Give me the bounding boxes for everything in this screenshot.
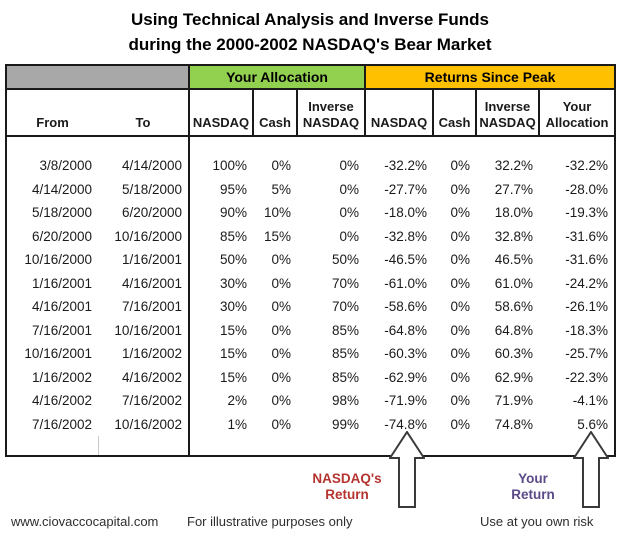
cell-ret_cash: 0% bbox=[450, 369, 471, 385]
table-row bbox=[6, 389, 615, 413]
cell-to: 10/16/2002 bbox=[98, 413, 189, 437]
cell-ret_your: -4.1% bbox=[572, 393, 609, 409]
cell-ret_your: -31.6% bbox=[565, 252, 609, 268]
group-header-dates bbox=[6, 65, 189, 89]
table-row bbox=[6, 248, 615, 272]
cell-ret_your: -19.3% bbox=[565, 205, 609, 221]
your-return-arrow-icon bbox=[573, 431, 609, 508]
column-header-ret-inverse-nasdaq: Inverse NASDAQ bbox=[476, 89, 539, 136]
cell-ret_inverse: 74.8% bbox=[494, 416, 534, 432]
cell-ret_inverse: 18.0% bbox=[494, 205, 534, 221]
cell-from: 4/14/2000 bbox=[31, 181, 92, 197]
cell-alloc_inverse: 70% bbox=[331, 299, 360, 315]
cell-ret_inverse: 32.2% bbox=[494, 158, 534, 174]
cell-alloc_inverse: 0% bbox=[339, 158, 360, 174]
spacer-row-top bbox=[6, 136, 615, 154]
group-header-returns-since-peak: Returns Since Peak bbox=[365, 65, 615, 89]
allocation-returns-table bbox=[5, 64, 616, 457]
cell-from: 3/8/2000 bbox=[39, 158, 92, 174]
cell-ret_cash: 0% bbox=[450, 181, 471, 197]
cell-ret_cash: 0% bbox=[450, 299, 471, 315]
cell-alloc_nasdaq: 15% bbox=[219, 369, 247, 385]
cell-ret_cash: 0% bbox=[450, 393, 471, 409]
cell-to: 7/16/2002 bbox=[98, 389, 189, 413]
cell-from: 4/16/2002 bbox=[31, 393, 92, 409]
cell-ret_cash: 0% bbox=[450, 158, 471, 174]
cell-ret_nasdaq: -61.0% bbox=[384, 275, 428, 291]
column-header-ret-nasdaq: NASDAQ bbox=[365, 89, 433, 136]
cell-ret_your: -26.1% bbox=[565, 299, 609, 315]
cell-alloc_nasdaq: 30% bbox=[219, 299, 247, 315]
cell-from: 6/20/2000 bbox=[31, 228, 92, 244]
cell-alloc_inverse: 85% bbox=[331, 346, 360, 362]
column-header-ret-cash: Cash bbox=[433, 89, 476, 136]
column-header-to: To bbox=[135, 115, 151, 130]
table-row bbox=[6, 178, 615, 202]
cell-ret_inverse: 60.3% bbox=[494, 346, 534, 362]
cell-alloc_nasdaq: 85% bbox=[219, 228, 247, 244]
table-row bbox=[6, 366, 615, 390]
cell-alloc_cash: 5% bbox=[271, 181, 291, 197]
cell-ret_cash: 0% bbox=[450, 416, 471, 432]
cell-to: 1/16/2002 bbox=[98, 342, 189, 366]
column-header-from-to bbox=[6, 89, 189, 136]
title-line-2: during the 2000-2002 NASDAQ's Bear Market bbox=[128, 35, 492, 54]
cell-alloc_nasdaq: 2% bbox=[227, 393, 247, 409]
cell-to: 5/18/2000 bbox=[98, 178, 189, 202]
cell-from: 7/16/2001 bbox=[31, 322, 92, 338]
cell-ret_nasdaq: -74.8% bbox=[384, 416, 428, 432]
cell-alloc_cash: 0% bbox=[271, 275, 291, 291]
cell-ret_nasdaq: -71.9% bbox=[384, 393, 428, 409]
cell-from: 4/16/2001 bbox=[31, 299, 92, 315]
cell-to: 4/16/2001 bbox=[98, 272, 189, 296]
cell-ret_your: 5.6% bbox=[577, 416, 609, 432]
cell-alloc_cash: 0% bbox=[271, 369, 291, 385]
cell-to: 6/20/2000 bbox=[98, 201, 189, 225]
cell-ret_cash: 0% bbox=[450, 346, 471, 362]
group-header-row bbox=[6, 65, 615, 89]
your-return-callout: Your Return bbox=[511, 471, 555, 502]
table-row bbox=[6, 342, 615, 366]
cell-alloc_inverse: 99% bbox=[331, 416, 360, 432]
table-row bbox=[6, 201, 615, 225]
cell-ret_inverse: 61.0% bbox=[494, 275, 534, 291]
cell-alloc_nasdaq: 15% bbox=[219, 346, 247, 362]
cell-alloc_cash: 0% bbox=[271, 346, 291, 362]
cell-ret_nasdaq: -64.8% bbox=[384, 322, 428, 338]
website-caption: www.ciovaccocapital.com bbox=[11, 514, 159, 529]
column-header-from: From bbox=[36, 115, 69, 130]
column-header-alloc-inverse-nasdaq: Inverse NASDAQ bbox=[297, 89, 365, 136]
chart-title bbox=[0, 7, 620, 57]
cell-to: 7/16/2001 bbox=[98, 295, 189, 319]
cell-from: 1/16/2001 bbox=[31, 275, 92, 291]
cell-alloc_inverse: 0% bbox=[339, 205, 360, 221]
cell-alloc_inverse: 85% bbox=[331, 322, 360, 338]
cell-to: 4/14/2000 bbox=[98, 154, 189, 178]
cell-alloc_inverse: 70% bbox=[331, 275, 360, 291]
cell-ret_nasdaq: -18.0% bbox=[384, 205, 428, 221]
cell-alloc_cash: 10% bbox=[263, 205, 291, 221]
cell-alloc_inverse: 98% bbox=[331, 393, 360, 409]
column-header-your-allocation: Your Allocation bbox=[539, 89, 615, 136]
cell-ret_inverse: 27.7% bbox=[494, 181, 534, 197]
cell-ret_cash: 0% bbox=[450, 322, 471, 338]
cell-to: 1/16/2001 bbox=[98, 248, 189, 272]
cell-alloc_cash: 0% bbox=[271, 393, 291, 409]
cell-ret_nasdaq: -32.2% bbox=[384, 158, 428, 174]
table-row bbox=[6, 154, 615, 178]
cell-from: 5/18/2000 bbox=[31, 205, 92, 221]
cell-ret_your: -31.6% bbox=[565, 228, 609, 244]
cell-ret_inverse: 62.9% bbox=[494, 369, 534, 385]
cell-ret_nasdaq: -60.3% bbox=[384, 346, 428, 362]
cell-ret_cash: 0% bbox=[450, 205, 471, 221]
disclaimer-caption: For illustrative purposes only bbox=[187, 514, 353, 529]
cell-from: 1/16/2002 bbox=[31, 369, 92, 385]
cell-alloc_nasdaq: 50% bbox=[219, 252, 247, 268]
cell-to: 10/16/2001 bbox=[98, 319, 189, 343]
cell-ret_your: -18.3% bbox=[565, 322, 609, 338]
cell-ret_nasdaq: -46.5% bbox=[384, 252, 428, 268]
table-row bbox=[6, 272, 615, 296]
cell-alloc_nasdaq: 30% bbox=[219, 275, 247, 291]
cell-alloc_cash: 0% bbox=[271, 158, 291, 174]
cell-alloc_cash: 0% bbox=[271, 299, 291, 315]
cell-ret_inverse: 58.6% bbox=[494, 299, 534, 315]
cell-alloc_inverse: 0% bbox=[339, 181, 360, 197]
cell-ret_inverse: 64.8% bbox=[494, 322, 534, 338]
column-header-row bbox=[6, 89, 615, 136]
table-row bbox=[6, 295, 615, 319]
cell-ret_inverse: 32.8% bbox=[494, 228, 534, 244]
cell-alloc_inverse: 50% bbox=[331, 252, 360, 268]
cell-alloc_nasdaq: 1% bbox=[227, 416, 247, 432]
cell-alloc_nasdaq: 15% bbox=[219, 322, 247, 338]
cell-ret_cash: 0% bbox=[450, 275, 471, 291]
cell-ret_nasdaq: -62.9% bbox=[384, 369, 428, 385]
cell-ret_inverse: 71.9% bbox=[494, 393, 534, 409]
nasdaq-return-arrow-icon bbox=[389, 431, 425, 508]
title-line-1: Using Technical Analysis and Inverse Funds bbox=[130, 10, 490, 29]
cell-from: 10/16/2000 bbox=[24, 252, 92, 268]
cell-alloc_cash: 0% bbox=[271, 416, 291, 432]
cell-alloc_cash: 0% bbox=[271, 252, 291, 268]
column-header-alloc-cash: Cash bbox=[253, 89, 297, 136]
table-row bbox=[6, 319, 615, 343]
cell-ret_your: -25.7% bbox=[565, 346, 609, 362]
cell-ret_nasdaq: -32.8% bbox=[384, 228, 428, 244]
cell-alloc_cash: 15% bbox=[263, 228, 291, 244]
cell-to: 4/16/2002 bbox=[98, 366, 189, 390]
cell-ret_nasdaq: -58.6% bbox=[384, 299, 428, 315]
cell-ret_your: -32.2% bbox=[565, 158, 609, 174]
cell-ret_cash: 0% bbox=[450, 252, 471, 268]
spacer-row-bottom bbox=[6, 436, 615, 456]
nasdaq-return-callout: NASDAQ's Return bbox=[312, 471, 382, 502]
cell-ret_nasdaq: -27.7% bbox=[384, 181, 428, 197]
cell-from: 10/16/2001 bbox=[24, 346, 92, 362]
cell-alloc_nasdaq: 90% bbox=[219, 205, 247, 221]
cell-alloc_inverse: 0% bbox=[339, 228, 360, 244]
cell-to: 10/16/2000 bbox=[98, 225, 189, 249]
risk-caption: Use at you own risk bbox=[480, 514, 594, 529]
table-row bbox=[6, 225, 615, 249]
cell-ret_cash: 0% bbox=[450, 228, 471, 244]
group-header-your-allocation: Your Allocation bbox=[189, 65, 365, 89]
cell-from: 7/16/2002 bbox=[31, 416, 92, 432]
cell-ret_inverse: 46.5% bbox=[494, 252, 534, 268]
column-header-alloc-nasdaq: NASDAQ bbox=[189, 89, 253, 136]
cell-alloc_inverse: 85% bbox=[331, 369, 360, 385]
cell-alloc_nasdaq: 95% bbox=[219, 181, 247, 197]
cell-ret_your: -24.2% bbox=[565, 275, 609, 291]
table-row bbox=[6, 413, 615, 437]
cell-ret_your: -22.3% bbox=[565, 369, 609, 385]
cell-alloc_nasdaq: 100% bbox=[212, 158, 247, 174]
cell-alloc_cash: 0% bbox=[271, 322, 291, 338]
cell-ret_your: -28.0% bbox=[565, 181, 609, 197]
